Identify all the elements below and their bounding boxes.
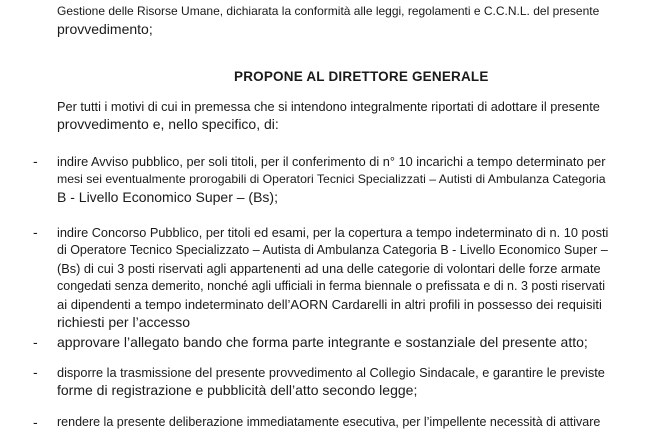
item-4-line-1: disporre la trasmissione del presente provvedimento al Collegio Sindacale, e garantire le previste [57,365,605,380]
item-2-line-2: di Operatore Tecnico Specializzato – Autista di Ambulanza Categoria B - Livello Economico Super – [57,243,608,257]
bullet-marker: - [33,364,38,380]
item-2-line-4: congedati senza demerito, nonché agli ufficiali in ferma biennale o prefissata e di n. 3 posti riservati [57,279,605,293]
bullet-marker: - [33,414,38,430]
item-2-line-5: ai dipendenti a tempo indeterminato dell’AORN Cardarelli in altri profili in possesso dei requisiti [57,297,602,312]
bullet-marker: - [33,153,38,169]
item-4-line-2: forme di registrazione e pubblicità dell’atto secondo legge; [57,382,418,398]
item-5-line-1: rendere la presente deliberazione immediatamente esecutiva, per l’impellente necessità di attivare [57,415,601,429]
item-1-line-1: indire Avviso pubblico, per soli titoli, per il conferimento di n° 10 incarichi a tempo determinato per [57,154,606,169]
item-3-line-1: approvare l’allegato bando che forma parte integrante e sostanziale del presente atto; [57,334,588,350]
bullet-marker: - [33,334,38,350]
preamble-line-1: Per tutti i motivi di cui in premessa che si intendono integralmente riportati di adottare il presente [57,99,600,114]
preamble-line-2: provvedimento e, nello specifico, di: [57,116,279,132]
item-2-line-1: indire Concorso Pubblico, per titoli ed esami, per la copertura a tempo indeterminato di n. 10 posti [57,225,609,240]
item-1-line-3: B - Livello Economico Super – (Bs); [57,189,278,205]
item-2-line-6: richiesti per l’accesso [57,314,191,330]
item-2-line-3: (Bs) di cui 3 posti riservati agli appartenenti ad una delle categorie di volontari delle forze armate [57,261,601,276]
bullet-marker: - [33,224,38,240]
intro-line-1: Gestione delle Risorse Umane, dichiarata la conformità alle leggi, regolamenti e C.C.N.L. del presente [57,4,600,18]
intro-line-2: provvedimento; [57,21,153,37]
section-heading: PROPONE AL DIRETTORE GENERALE [234,69,489,84]
item-1-line-2: mesi sei eventualmente prorogabili di Operatori Tecnici Specializzati – Autisti di Ambulanza Categoria [57,172,606,186]
